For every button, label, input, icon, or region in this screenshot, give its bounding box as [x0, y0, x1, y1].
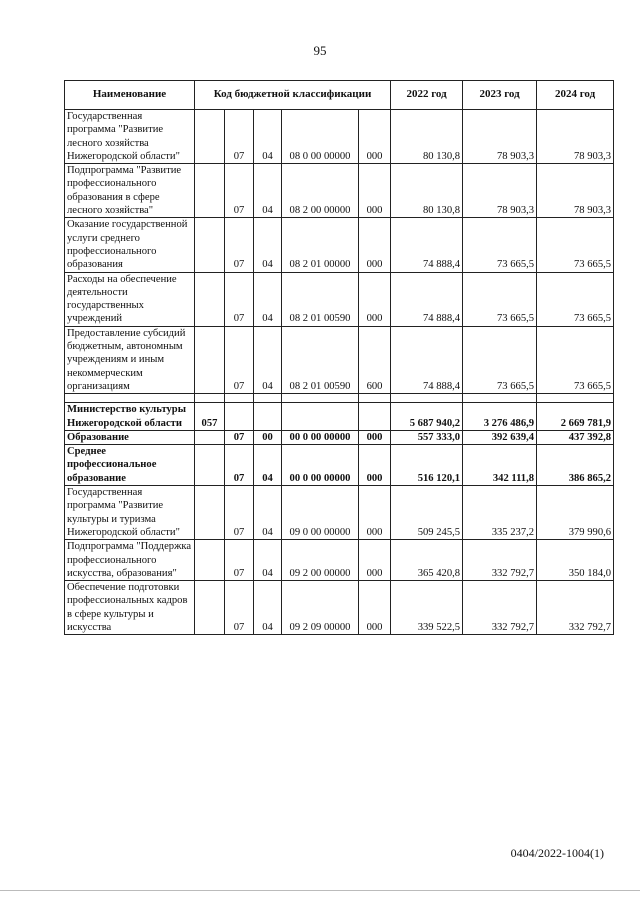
cell-target-article-code: 09 2 09 00000 — [282, 581, 359, 635]
cell-2022: 74 888,4 — [391, 272, 463, 326]
cell-2022: 509 245,5 — [391, 486, 463, 540]
cell-2024: 73 665,5 — [537, 218, 614, 272]
cell-2023: 335 237,2 — [463, 486, 537, 540]
cell-2024: 379 990,6 — [537, 486, 614, 540]
table-row — [65, 218, 614, 272]
cell-2022: 339 522,5 — [391, 581, 463, 635]
cell-subsection-code: 04 — [254, 218, 282, 272]
spacer-cell — [254, 394, 282, 403]
cell-name: Государственная программа "Развитие культуры и туризма Нижегородской области" — [65, 486, 195, 540]
cell-name: Предоставление субсидий бюджетным, автономным учреждениям и иным некоммерческим организациям — [65, 326, 195, 393]
cell-ved-code — [195, 164, 225, 218]
cell-ved-code — [195, 581, 225, 635]
cell-2024: 73 665,5 — [537, 272, 614, 326]
cell-expense-type-code: 000 — [359, 540, 391, 581]
cell-2024: 78 903,3 — [537, 110, 614, 164]
header-2024: 2024 год — [537, 81, 614, 110]
cell-expense-type-code: 000 — [359, 581, 391, 635]
cell-2024: 386 865,2 — [537, 445, 614, 486]
cell-2023: 78 903,3 — [463, 110, 537, 164]
cell-section-code: 07 — [225, 445, 254, 486]
cell-name: Обеспечение подготовки профессиональных кадров в сфере культуры и искусства — [65, 581, 195, 635]
scan-edge-line — [0, 890, 640, 891]
cell-subsection-code: 04 — [254, 445, 282, 486]
header-name: Наименование — [65, 81, 195, 110]
cell-ved-code — [195, 218, 225, 272]
cell-target-article-code: 08 2 01 00000 — [282, 218, 359, 272]
cell-section-code: 07 — [225, 540, 254, 581]
table-body — [65, 110, 614, 635]
cell-section-code: 07 — [225, 272, 254, 326]
cell-name: Среднее профессиональное образование — [65, 445, 195, 486]
cell-2024: 73 665,5 — [537, 326, 614, 393]
cell-section-code — [225, 403, 254, 431]
cell-subsection-code: 04 — [254, 164, 282, 218]
cell-2024: 437 392,8 — [537, 430, 614, 444]
cell-subsection-code — [254, 403, 282, 431]
cell-2022: 80 130,8 — [391, 110, 463, 164]
cell-2023: 392 639,4 — [463, 430, 537, 444]
cell-target-article-code: 08 0 00 00000 — [282, 110, 359, 164]
cell-2023: 332 792,7 — [463, 581, 537, 635]
cell-2024: 350 184,0 — [537, 540, 614, 581]
cell-expense-type-code: 000 — [359, 110, 391, 164]
cell-2022: 516 120,1 — [391, 445, 463, 486]
cell-section-code: 07 — [225, 486, 254, 540]
cell-expense-type-code: 000 — [359, 430, 391, 444]
table-spacer-row — [65, 394, 614, 403]
cell-target-article-code: 08 2 00 00000 — [282, 164, 359, 218]
cell-name: Министерство культуры Нижегородской области — [65, 403, 195, 431]
spacer-cell — [225, 394, 254, 403]
cell-subsection-code: 04 — [254, 540, 282, 581]
cell-ved-code — [195, 110, 225, 164]
cell-name: Оказание государственной услуги среднего профессионального образования — [65, 218, 195, 272]
table-row — [65, 272, 614, 326]
cell-2023: 332 792,7 — [463, 540, 537, 581]
cell-target-article-code — [282, 403, 359, 431]
cell-2022: 74 888,4 — [391, 326, 463, 393]
cell-section-code: 07 — [225, 110, 254, 164]
table-row — [65, 540, 614, 581]
cell-expense-type-code: 000 — [359, 164, 391, 218]
cell-subsection-code: 04 — [254, 326, 282, 393]
cell-2022: 365 420,8 — [391, 540, 463, 581]
cell-2022: 557 333,0 — [391, 430, 463, 444]
cell-expense-type-code — [359, 403, 391, 431]
cell-expense-type-code: 000 — [359, 218, 391, 272]
cell-2024: 2 669 781,9 — [537, 403, 614, 431]
document-code: 0404/2022-1004(1) — [510, 846, 604, 860]
cell-ved-code — [195, 272, 225, 326]
cell-expense-type-code: 000 — [359, 445, 391, 486]
cell-section-code: 07 — [225, 581, 254, 635]
spacer-cell — [537, 394, 614, 403]
cell-section-code: 07 — [225, 164, 254, 218]
spacer-cell — [391, 394, 463, 403]
cell-ved-code — [195, 486, 225, 540]
cell-name: Государственная программа "Развитие лесного хозяйства Нижегородской области" — [65, 110, 195, 164]
spacer-cell — [359, 394, 391, 403]
cell-2023: 342 111,8 — [463, 445, 537, 486]
cell-name: Образование — [65, 430, 195, 444]
spacer-cell — [195, 394, 225, 403]
cell-2023: 3 276 486,9 — [463, 403, 537, 431]
cell-2023: 73 665,5 — [463, 326, 537, 393]
cell-name: Расходы на обеспечение деятельности государственных учреждений — [65, 272, 195, 326]
cell-section-code: 07 — [225, 430, 254, 444]
cell-target-article-code: 00 0 00 00000 — [282, 430, 359, 444]
cell-subsection-code: 04 — [254, 581, 282, 635]
cell-target-article-code: 09 0 00 00000 — [282, 486, 359, 540]
table-row — [65, 110, 614, 164]
table-row — [65, 430, 614, 444]
cell-expense-type-code: 000 — [359, 272, 391, 326]
cell-ved-code: 057 — [195, 403, 225, 431]
table-header-row — [65, 81, 614, 110]
table-row — [65, 581, 614, 635]
table-row — [65, 164, 614, 218]
cell-ved-code — [195, 326, 225, 393]
cell-target-article-code: 08 2 01 00590 — [282, 272, 359, 326]
header-2023: 2023 год — [463, 81, 537, 110]
cell-name: Подпрограмма "Развитие профессионального образования в сфере лесного хозяйства" — [65, 164, 195, 218]
table-row — [65, 445, 614, 486]
cell-expense-type-code: 000 — [359, 486, 391, 540]
cell-2023: 73 665,5 — [463, 218, 537, 272]
spacer-cell — [463, 394, 537, 403]
budget-table — [64, 80, 614, 635]
cell-name: Подпрограмма "Поддержка профессионального искусства, образования" — [65, 540, 195, 581]
cell-ved-code — [195, 445, 225, 486]
cell-target-article-code: 09 2 00 00000 — [282, 540, 359, 581]
cell-subsection-code: 04 — [254, 272, 282, 326]
cell-2022: 80 130,8 — [391, 164, 463, 218]
cell-2022: 74 888,4 — [391, 218, 463, 272]
table-row — [65, 326, 614, 393]
cell-subsection-code: 04 — [254, 486, 282, 540]
cell-2024: 332 792,7 — [537, 581, 614, 635]
cell-subsection-code: 00 — [254, 430, 282, 444]
table-row — [65, 403, 614, 431]
spacer-cell — [282, 394, 359, 403]
cell-expense-type-code: 600 — [359, 326, 391, 393]
header-code: Код бюджетной классификации — [195, 81, 391, 110]
cell-target-article-code: 08 2 01 00590 — [282, 326, 359, 393]
cell-2022: 5 687 940,2 — [391, 403, 463, 431]
cell-2023: 73 665,5 — [463, 272, 537, 326]
cell-2023: 78 903,3 — [463, 164, 537, 218]
spacer-cell — [65, 394, 195, 403]
cell-target-article-code: 00 0 00 00000 — [282, 445, 359, 486]
page-number: 95 — [313, 43, 327, 58]
cell-section-code: 07 — [225, 326, 254, 393]
cell-2024: 78 903,3 — [537, 164, 614, 218]
cell-ved-code — [195, 430, 225, 444]
cell-ved-code — [195, 540, 225, 581]
cell-section-code: 07 — [225, 218, 254, 272]
cell-subsection-code: 04 — [254, 110, 282, 164]
table-row — [65, 486, 614, 540]
header-2022: 2022 год — [391, 81, 463, 110]
